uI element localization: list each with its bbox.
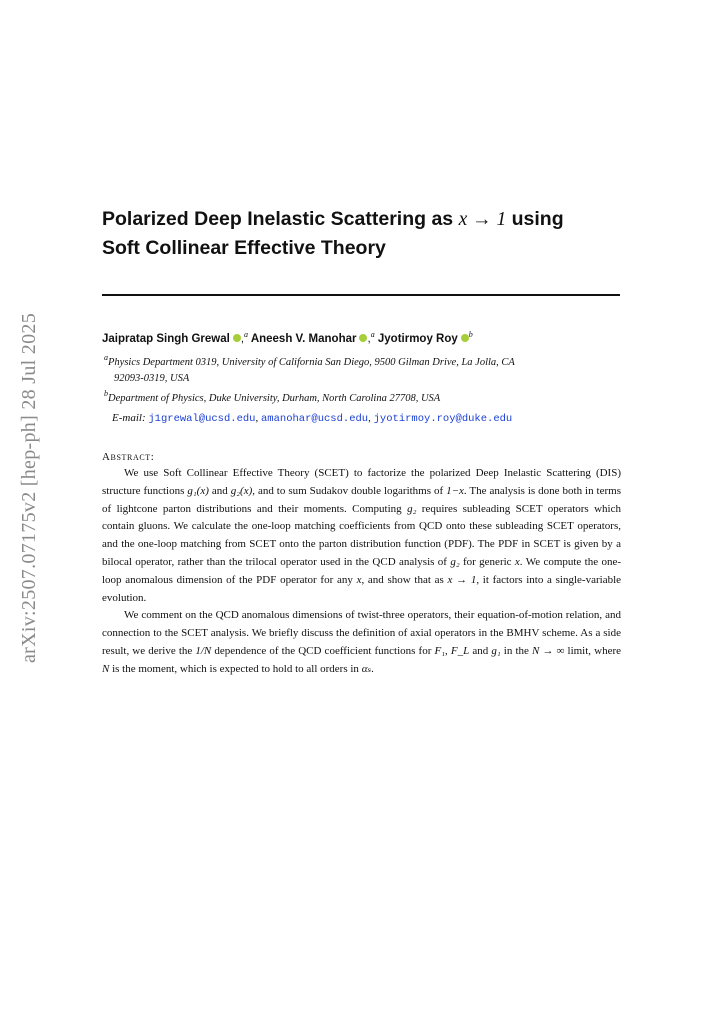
affiliation-b: $^b$Department of Physics, Duke University, Durham, North Carolina 27708, USA <box>104 389 441 404</box>
email-label: E-mail: <box>112 412 146 424</box>
author-affiliation-mark: a <box>244 330 249 339</box>
abstract-paragraph-2: We comment on the QCD anomalous dimensions of twist-three operators, their equation-of-motion relation, and connection to the SCET analysis. We briefly discuss the definition of axial operators in the BMHV scheme. As a side result, we derive the 1/N dependence of the QCD coefficient functions for F₁, F_L and g₁ in the N → ∞ limit, where N is the moment, which is expected to hold to all orders in αₛ. <box>102 609 622 675</box>
title-line-2: Soft Collinear Effective Theory <box>102 237 386 259</box>
orcid-icon[interactable] <box>461 334 469 342</box>
email-link[interactable]: jyotirmoy.roy@duke.edu <box>373 413 513 425</box>
abstract-heading: Abstract: <box>102 451 155 463</box>
author-list: Jaipratap Singh Grewal ,$^a$ Aneesh V. Manohar ,$^a$ Jyotirmoy Roy $^b$ <box>102 330 473 345</box>
author-name: Jaipratap Singh Grewal <box>102 333 230 345</box>
affiliation-a: $^a$Physics Department 0319, University of California San Diego, 9500 Gilman Drive, La Jolla, CA 92093-0319, USA <box>104 353 515 384</box>
title-line-1: Polarized Deep Inelastic Scattering as x → 1 using <box>102 208 564 230</box>
paper-title <box>102 205 622 263</box>
title-divider <box>102 294 620 296</box>
arxiv-sidebar-stamp: arXiv:2507.07175v2 [hep-ph] 28 Jul 2025 <box>18 313 40 663</box>
email-link[interactable]: amanohar@ucsd.edu <box>260 413 369 425</box>
title-math: x → 1 <box>458 209 507 230</box>
author-name: Jyotirmoy Roy <box>377 333 458 345</box>
author-affiliation-mark: b <box>468 330 473 339</box>
email-line: E-mail: j1grewal@ucsd.edu, amanohar@ucsd.edu, jyotirmoy.roy@duke.edu <box>112 412 513 425</box>
abstract-body <box>102 465 621 679</box>
orcid-icon[interactable] <box>233 334 241 342</box>
abstract-paragraph-1: We use Soft Collinear Effective Theory (SCET) to factorize the polarized Deep Inelastic Scattering (DIS) structure functions g₁(x) and g₂(x), and to sum Sudakov double logarithms of 1−x. The analysis is done both in terms of lightcone parton distributions and their moments. Computing g₂ requires subleading SCET operators which contain gluons. We calculate the one-loop matching coefficients from QCD onto these subleading SCET operators, and the one-loop matching from SCET onto the parton distribution function (PDF). The PDF in SCET is given by a bilocal operator, rather than the trilocal operator used in the QCD analysis of g₂ for generic x. We compute the one-loop anomalous dimension of the PDF operator for any x, and show that as x → 1, it factors into a single-variable evolution. <box>102 467 622 604</box>
author-name: Aneesh V. Manohar <box>250 333 357 345</box>
author-affiliation-mark: a <box>370 330 375 339</box>
email-link[interactable]: j1grewal@ucsd.edu <box>148 413 256 425</box>
